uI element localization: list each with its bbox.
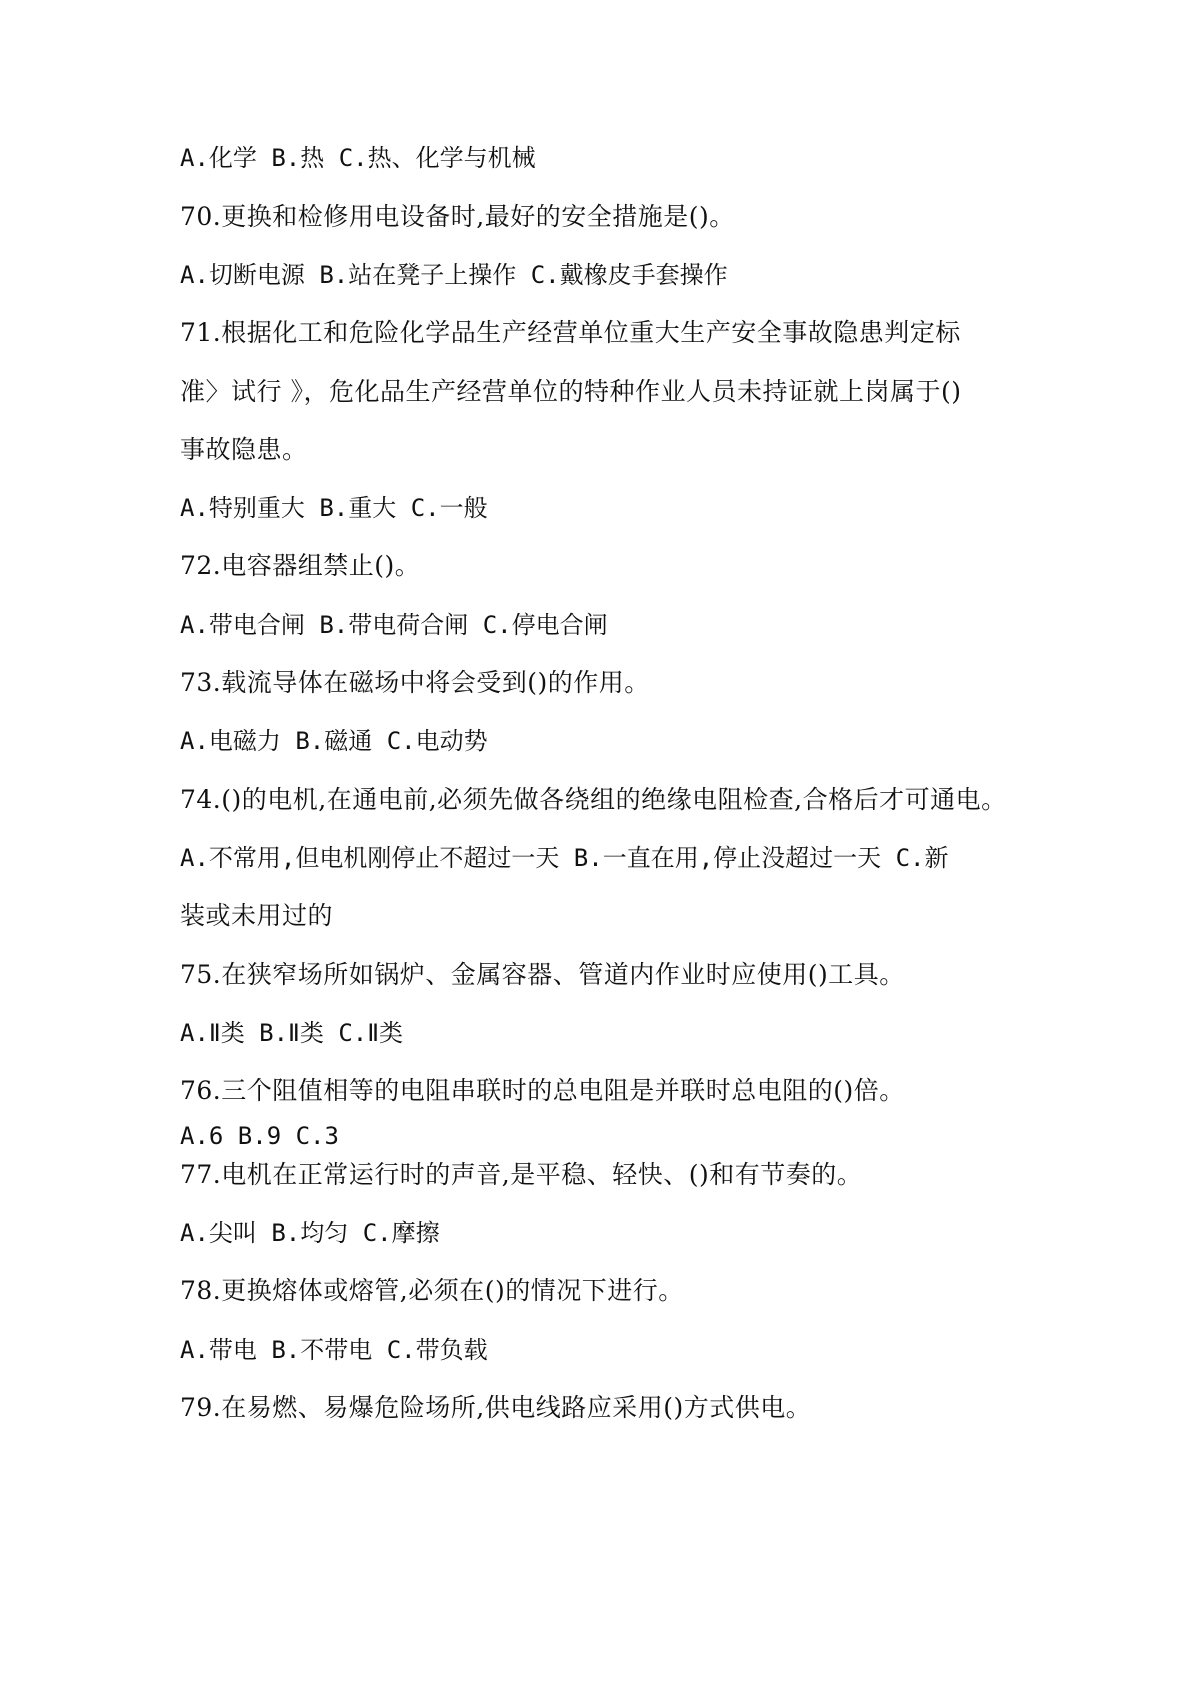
question-78: 78.更换熔体或熔管,必须在()的情况下进行。 — [180, 1276, 684, 1305]
question-70: 70.更换和检修用电设备时,最好的安全措施是()。 — [180, 202, 735, 231]
answer-options-74-line-1: A.不常用,但电机刚停止不超过一天 B.一直在用,停止没超过一天 C.新 — [180, 844, 949, 872]
answer-options-75: A.Ⅱ类 B.Ⅱ类 C.Ⅱ类 — [180, 1019, 404, 1047]
answer-options-72: A.带电合闸 B.带电荷合闸 C.停电合闸 — [180, 611, 608, 639]
question-72: 72.电容器组禁止()。 — [180, 551, 421, 580]
answer-options-76: A.6 B.9 C.3 — [180, 1122, 339, 1150]
question-77: 77.电机在正常运行时的声音,是平稳、轻快、()和有节奏的。 — [180, 1160, 863, 1189]
question-71-line-1: 71.根据化工和危险化学品生产经营单位重大生产安全事故隐患判定标 — [180, 318, 961, 347]
answer-options-77: A.尖叫 B.均匀 C.摩擦 — [180, 1219, 440, 1247]
answer-options-71: A.特别重大 B.重大 C.一般 — [180, 494, 488, 522]
question-75: 75.在狭窄场所如锅炉、金属容器、管道内作业时应使用()工具。 — [180, 960, 905, 989]
answer-options-73: A.电磁力 B.磁通 C.电动势 — [180, 727, 488, 755]
question-71-line-2: 准〉试行 》，危化品生产经营单位的特种作业人员未持证就上岗属于() — [180, 377, 962, 406]
question-71-line-3: 事故隐患。 — [180, 435, 308, 464]
answer-options-74-line-2: 装或未用过的 — [180, 901, 334, 930]
question-76: 76.三个阻值相等的电阻串联时的总电阻是并联时总电阻的()倍。 — [180, 1076, 905, 1105]
answer-options-78: A.带电 B.不带电 C.带负载 — [180, 1336, 488, 1364]
question-73: 73.载流导体在磁场中将会受到()的作用。 — [180, 668, 650, 697]
question-79: 79.在易燃、易爆危险场所,供电线路应采用()方式供电。 — [180, 1393, 812, 1422]
question-74: 74.()的电机,在通电前,必须先做各绕组的绝缘电阻检查,合格后才可通电。 — [180, 785, 1007, 814]
answer-options-69: A.化学 B.热 C.热、化学与机械 — [180, 144, 536, 172]
answer-options-70: A.切断电源 B.站在凳子上操作 C.戴橡皮手套操作 — [180, 261, 728, 289]
